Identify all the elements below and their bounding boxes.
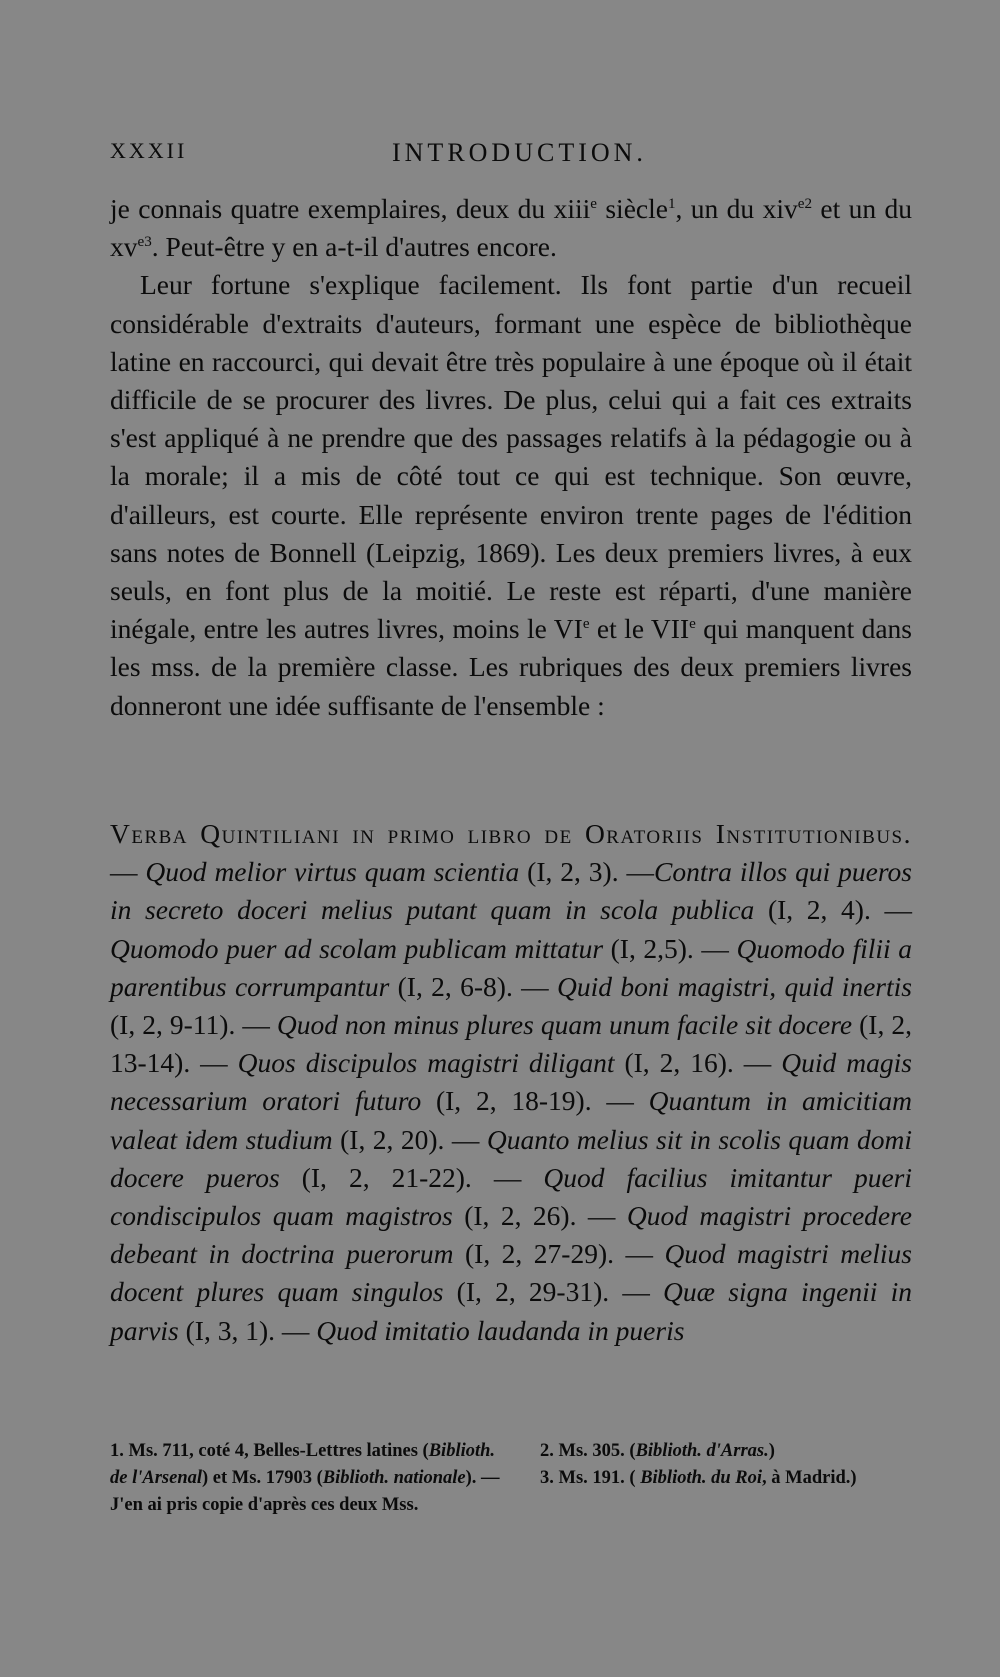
superscript-e: e: [137, 234, 145, 251]
rubric-title: Quod imitatio laudanda in pueris: [316, 1314, 685, 1346]
text-span: 1. Ms. 711, coté 4, Belles-Lettres latines (: [110, 1441, 429, 1461]
quintilian-extract: [110, 815, 912, 1350]
footnote-2: [540, 1438, 912, 1465]
page-header: [110, 138, 910, 178]
library-name: Biblioth. de l'Arsenal: [110, 1441, 496, 1488]
rubric-ref: (I, 2, 6-8). —: [389, 970, 557, 1002]
footnote-3: [540, 1465, 912, 1492]
footnote-ref-2: 2: [804, 195, 812, 212]
paragraph-1: [110, 190, 912, 266]
rubric-ref: (I, 2, 13-14). —: [110, 1009, 912, 1079]
text-span: Leur fortune s'explique facilement. Ils font partie d'un recueil considérable d'extraits d'auteurs, formant une espèce de bibliothèque latine en raccourci, qui devait être très populaire à une époque où il était difficile de se procurer des livres. De plus, celui qui a fait ces extraits s'est appliqué à ne prendre que des passages relatifs à la pédagogie ou à la morale; il a mis de côté tout ce qui est technique. Son œuvre, d'ailleurs, est courte. Elle représente environ trente pages de l'édition sans notes de Bonnell (Leipzig, 1869). Les deux premiers livres, à eux seuls, en font plus de la moitié. Le reste est réparti, d'une manière inégale, entre les autres livres, moins le VI: [110, 269, 912, 645]
rubric-title: Quod magistri procedere debeant in doctrina puerorum: [110, 1200, 912, 1270]
library-name: Biblioth. du Roi: [640, 1468, 763, 1488]
text-span: 2. Ms. 305. (: [540, 1441, 636, 1461]
footnote-ref-1: 1: [667, 195, 676, 212]
folio-number: XXXII: [110, 138, 188, 163]
rubric-title: Contra illos qui pueros in secreto doceri melius putant quam in scola publica: [110, 856, 912, 926]
text-span: ): [768, 1441, 775, 1461]
rubric-title: Quomodo filii a parentibus corrumpantur: [110, 932, 912, 1002]
library-name: Biblioth. d'Arras.: [635, 1441, 769, 1461]
rubric-title: Quod non minus plures quam unum facile sit docere: [276, 1009, 853, 1041]
rubric-title: Quæ signa ingenii in parvis: [110, 1276, 912, 1346]
running-title: INTRODUCTION.: [392, 138, 647, 167]
rubric-ref: (I, 2, 9-11). —: [110, 1009, 277, 1041]
century-numeral: xiii: [553, 193, 591, 224]
rubric-ref: (I, 2, 27-29). —: [453, 1238, 665, 1270]
rubric-ref: (I, 2,5). —: [603, 932, 737, 964]
library-name: Biblioth. nationale: [322, 1468, 466, 1488]
footnotes-right-column: [540, 1438, 912, 1519]
rubric-title: Quod melior virtus quam scientia: [145, 856, 520, 888]
text-span: et le VII: [589, 613, 690, 645]
rubric-ref: (I, 2, 4). —: [754, 894, 912, 926]
superscript-e: e: [689, 616, 696, 633]
rubric-ref: (I, 2, 20). —: [332, 1123, 487, 1155]
superscript-e: e: [797, 195, 805, 212]
footnote-1: [110, 1438, 505, 1519]
rubric-ref: (I, 2, 16). —: [614, 1047, 782, 1079]
rubric-ref: (I, 2, 3). —: [519, 856, 654, 888]
rubric-ref: (I, 2, 29-31). —: [443, 1276, 664, 1308]
footnotes-left-column: [110, 1438, 505, 1519]
body-text: [110, 190, 912, 725]
rubric-title: Quid boni magistri, quid inertis: [557, 970, 912, 1002]
text-span: . Peut-être y en a-t-il d'autres encore.: [151, 231, 557, 263]
footnotes: [110, 1438, 912, 1519]
footnote-ref-3: 3: [144, 234, 152, 251]
text-span: , à Madrid.): [762, 1468, 857, 1488]
rubric-title: Quanto melius sit in scolis quam domi docere pueros: [110, 1123, 913, 1193]
text-span: et un du: [812, 193, 913, 224]
century-numeral: xiv: [762, 193, 798, 224]
text-span: qui manquent dans les mss. de la première classe. Les rubriques des deux premiers livres donneront une idée suffisante de l'ensemble :: [110, 613, 913, 721]
rubric-ref: (I, 3, 1). —: [178, 1314, 317, 1346]
text-span: , un du: [675, 193, 763, 224]
superscript-e: e: [590, 195, 597, 212]
rubric-title: Quomodo puer ad scolam publicam mittatur: [110, 932, 604, 964]
century-numeral: xv: [110, 231, 138, 263]
rubric-title: Quos discipulos magistri diligant: [237, 1047, 615, 1079]
rubric-ref: (I, 2, 18-19). —: [421, 1085, 649, 1117]
rubric-list: [110, 815, 912, 1350]
superscript-e: e: [582, 616, 590, 633]
rubric-title: Quod magistri melius docent plures quam singulos: [110, 1238, 912, 1308]
rubric-ref: (I, 2, 21-22). —: [279, 1161, 544, 1193]
text-span: je connais quatre exemplaires, deux du: [110, 193, 554, 224]
separator: —: [110, 856, 146, 888]
text-span: 3. Ms. 191. (: [540, 1468, 641, 1488]
rubric-ref: (I, 2, 26). —: [452, 1200, 627, 1232]
extract-heading: Verba Quintiliani in primo libro de Oratoriis Institutionibus.: [110, 818, 912, 849]
rubric-title: Quid magis necessarium oratori futuro: [110, 1047, 912, 1117]
paragraph-2: [110, 266, 912, 724]
text-span: ). — J'en ai pris copie d'après ces deux Mss.: [110, 1468, 500, 1515]
text-span: siècle: [596, 193, 668, 224]
text-span: ) et Ms. 17903 (: [202, 1468, 323, 1488]
rubric-title: Quantum in amicitiam valeat idem studium: [110, 1085, 912, 1155]
rubric-title: Quod facilius imitantur pueri condiscipulos quam magistros: [110, 1161, 913, 1232]
